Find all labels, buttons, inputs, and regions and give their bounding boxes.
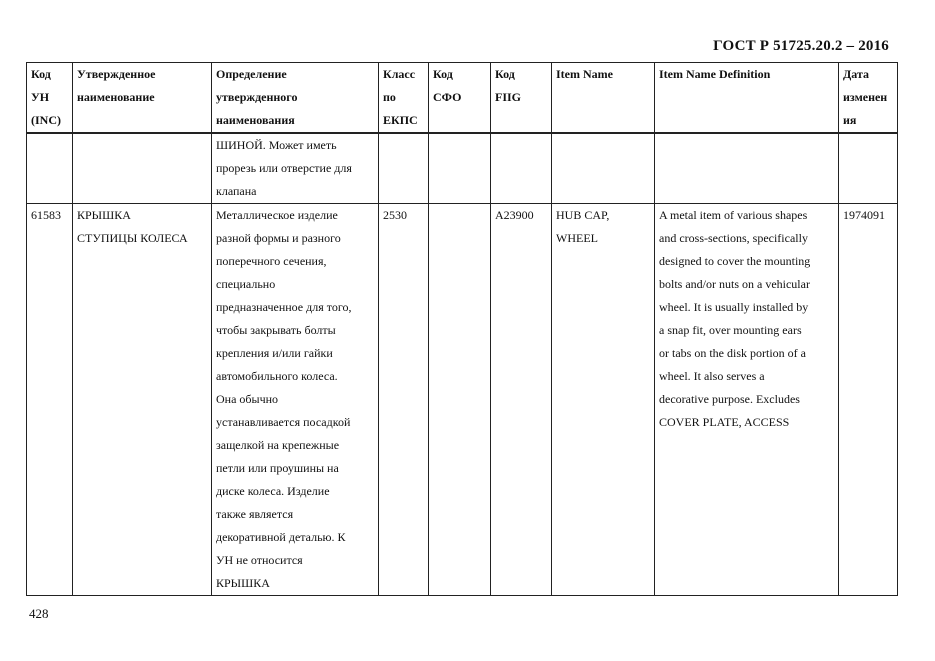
table-row bbox=[27, 204, 898, 596]
cell-class-ekps bbox=[379, 133, 429, 204]
cell-code-fiig bbox=[491, 133, 552, 204]
header-class-ekps: Класс по ЕКПС bbox=[379, 63, 429, 134]
cell-item-name-definition: A metal item of various shapes and cross-sections, specifically designed to cover the mounting bolts and/or nuts on a vehicular wheel. It is usually installed by a snap fit, over mounting ears or tabs on the disk portion of a wheel. It also serves a decorative purpose. Excludes COVER PLATE, ACCESS bbox=[655, 204, 839, 596]
cell-change-date bbox=[839, 133, 898, 204]
cell-definition: ШИНОЙ. Может иметь прорезь или отверстие для клапана bbox=[212, 133, 379, 204]
cell-inc bbox=[27, 133, 73, 204]
header-item-name-definition: Item Name Definition bbox=[655, 63, 839, 134]
header-change-date: Дата изменен ия bbox=[839, 63, 898, 134]
cell-code-sfo bbox=[429, 133, 491, 204]
cell-class-ekps: 2530 bbox=[379, 204, 429, 596]
header-approved-name: Утвержденное наименование bbox=[73, 63, 212, 134]
document-standard-header: ГОСТ Р 51725.20.2 – 2016 bbox=[713, 38, 889, 54]
header-code-fiig: Код FIIG bbox=[491, 63, 552, 134]
header-item-name: Item Name bbox=[552, 63, 655, 134]
table-header-row bbox=[27, 63, 898, 134]
cell-item-name: HUB CAP, WHEEL bbox=[552, 204, 655, 596]
nomenclature-table bbox=[26, 62, 898, 596]
header-code-sfo: Код СФО bbox=[429, 63, 491, 134]
cell-inc: 61583 bbox=[27, 204, 73, 596]
header-definition: Определение утвержденного наименования bbox=[212, 63, 379, 134]
cell-change-date: 1974091 bbox=[839, 204, 898, 596]
cell-item-name-definition bbox=[655, 133, 839, 204]
header-inc: Код УН (INC) bbox=[27, 63, 73, 134]
cell-code-sfo bbox=[429, 204, 491, 596]
cell-item-name bbox=[552, 133, 655, 204]
page-number: 428 bbox=[29, 606, 49, 621]
cell-approved-name bbox=[73, 133, 212, 204]
table-row-continuation bbox=[27, 133, 898, 204]
cell-code-fiig: A23900 bbox=[491, 204, 552, 596]
cell-definition: Металлическое изделие разной формы и разного поперечного сечения, специально предназначенное для того, чтобы закрывать болты крепления и/или гайки автомобильного колеса. Она обычно устанавливается посадкой защелкой на крепежные петли или проушины на диске колеса. Изделие также является декоративной деталью. К УН не относится КРЫШКА bbox=[212, 204, 379, 596]
cell-approved-name: КРЫШКА СТУПИЦЫ КОЛЕСА bbox=[73, 204, 212, 596]
